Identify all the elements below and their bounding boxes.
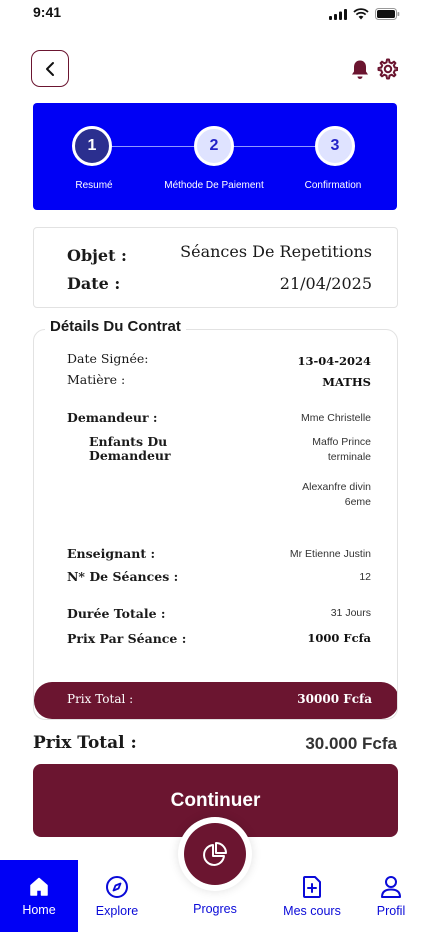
step-2 [194, 126, 234, 166]
child-2-class: 6eme [344, 496, 371, 508]
step-3-number: 3 [330, 137, 340, 154]
step-1 [72, 126, 112, 166]
requester-label: Demandeur : [67, 410, 158, 425]
teacher-label: Enseignant : [67, 546, 156, 561]
price-per-session-label: Prix Par Séance : [67, 631, 187, 646]
step-1-number: 1 [87, 137, 97, 154]
signal-icon [329, 9, 347, 20]
chevron-left-icon [44, 61, 56, 77]
gear-icon[interactable] [376, 58, 398, 80]
children-label-1: Enfants Du [89, 434, 168, 449]
progres-fab-button[interactable] [184, 823, 246, 885]
status-icons [329, 8, 400, 20]
back-button[interactable] [31, 50, 69, 87]
teacher-value: Mr Etienne Justin [289, 548, 371, 560]
subject-value: MATHS [322, 375, 371, 389]
child-1-class: terminale [327, 451, 371, 463]
step-1-label: Resumé [75, 180, 113, 191]
nav-home-label: Home [22, 902, 56, 917]
child-1-name: Maffo Prince [312, 436, 371, 448]
signed-date-value: 13-04-2024 [297, 354, 371, 368]
home-icon [28, 876, 50, 898]
sessions-label: N* De Séances : [67, 569, 179, 584]
battery-icon [375, 8, 400, 20]
nav-explore-label: Explore [95, 903, 139, 918]
top-actions [350, 58, 398, 80]
contract-card [33, 329, 398, 720]
contract-total-bar [34, 682, 398, 719]
status-time: 9:41 [33, 4, 62, 20]
nav-mes-cours[interactable] [276, 860, 348, 932]
contract-total-label: Prix Total : [67, 692, 134, 706]
bell-icon[interactable] [350, 59, 370, 80]
signed-date-label: Date Signée: [67, 351, 149, 366]
continue-button[interactable]: Continuer [33, 764, 398, 837]
duration-value: 31 Jours [330, 607, 371, 619]
nav-home[interactable] [0, 860, 78, 932]
nav-explore[interactable] [82, 860, 152, 932]
step-3-label: Confirmation [304, 180, 362, 191]
nav-progres-label: Progres [193, 902, 237, 916]
grand-total-label: Prix Total : [33, 733, 137, 753]
grand-total-value: 30.000 Fcfa [305, 734, 397, 753]
contract-total-value: 30000 Fcfa [297, 692, 372, 706]
subject-label: Matière : [67, 372, 126, 387]
progres-fab[interactable] [178, 817, 252, 891]
file-add-icon [301, 875, 323, 899]
children-label-2: Demandeur [89, 448, 171, 463]
requester-value: Mme Christelle [300, 412, 371, 424]
sessions-value: 12 [359, 571, 371, 583]
child-2-name: Alexanfre divin [302, 481, 371, 493]
user-icon [380, 875, 402, 899]
price-per-session-value: 1000 Fcfa [307, 631, 371, 645]
nav-mes-cours-label: Mes cours [283, 903, 341, 918]
summary-card [33, 227, 398, 308]
compass-icon [105, 875, 129, 899]
nav-profil-label: Profil [376, 903, 406, 918]
step-3 [315, 126, 355, 166]
status-bar [0, 0, 430, 28]
wifi-icon [353, 8, 369, 20]
contract-title: Détails Du Contrat [45, 318, 186, 335]
step-2-number: 2 [209, 137, 219, 154]
date-value: 21/04/2025 [279, 274, 372, 293]
date-label: Date : [67, 274, 121, 293]
object-value: Séances De Repetitions [180, 242, 372, 261]
step-2-label: Méthode De Paiement [164, 180, 264, 191]
duration-label: Durée Totale : [67, 606, 166, 621]
nav-profil[interactable] [360, 860, 422, 932]
object-label: Objet : [67, 246, 127, 265]
pie-chart-icon [201, 840, 229, 868]
